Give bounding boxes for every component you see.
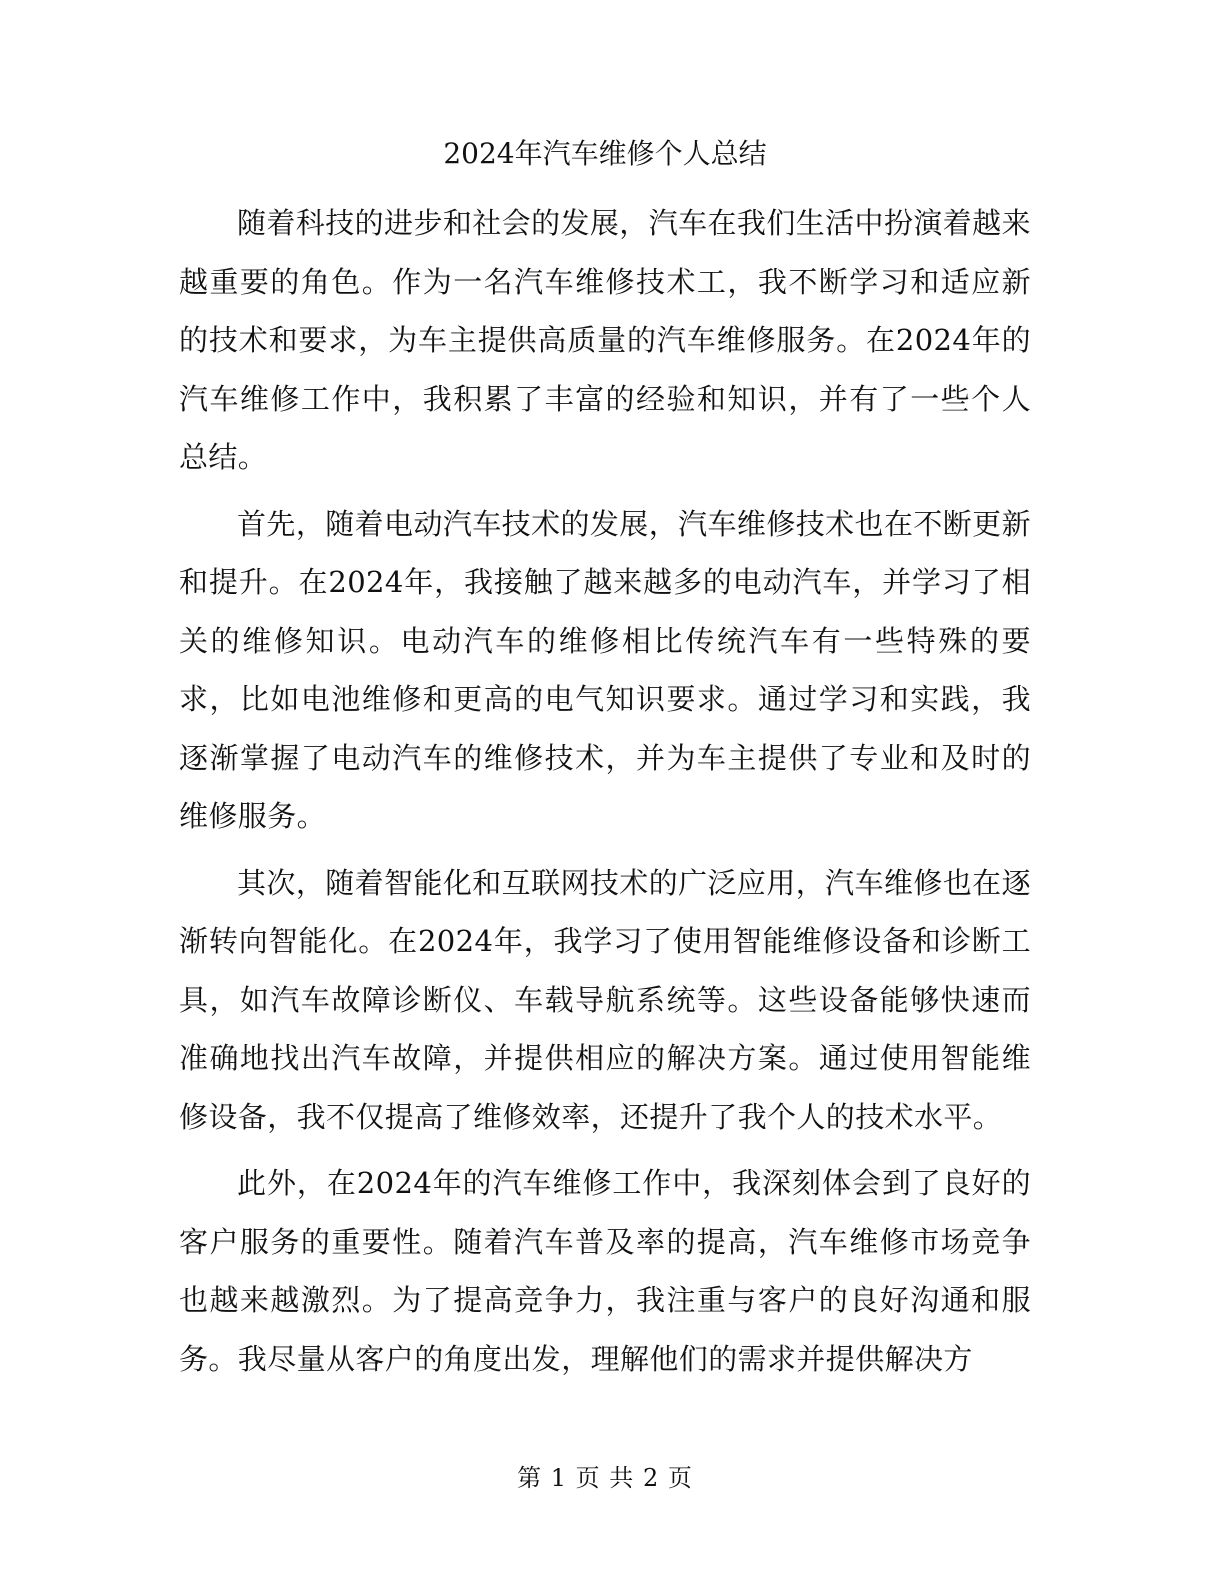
document-body xyxy=(179,194,1031,1396)
paragraph-customer-service: 此外，在2024年的汽车维修工作中，我深刻体会到了良好的客户服务的重要性。随着汽车普及率的提高，汽车维修市场竞争也越来越激烈。为了提高竞争力，我注重与客户的良好沟通和服务。我尽量从客户的角度出发，理解他们的需求并提供解决方 xyxy=(179,1166,1031,1376)
paragraph-intro: 随着科技的进步和社会的发展，汽车在我们生活中扮演着越来越重要的角色。作为一名汽车维修技术工，我不断学习和适应新的技术和要求，为车主提供高质量的汽车维修服务。在2024年的汽车维修工作中，我积累了丰富的经验和知识，并有了一些个人总结。 xyxy=(179,206,1031,474)
paragraph-electric-vehicles: 首先，随着电动汽车技术的发展，汽车维修技术也在不断更新和提升。在2024年，我接触了越来越多的电动汽车，并学习了相关的维修知识。电动汽车的维修相比传统汽车有一些特殊的要求，比如电池维修和更高的电气知识要求。通过学习和实践，我逐渐掌握了电动汽车的维修技术，并为车主提供了专业和及时的维修服务。 xyxy=(179,506,1031,833)
document-title: 2024年汽车维修个人总结 xyxy=(443,137,767,170)
paragraph-smart-tools: 其次，随着智能化和互联网技术的广泛应用，汽车维修也在逐渐转向智能化。在2024年，我学习了使用智能维修设备和诊断工具，如汽车故障诊断仪、车载导航系统等。这些设备能够快速而准确地找出汽车故障，并提供相应的解决方案。通过使用智能维修设备，我不仅提高了维修效率，还提升了我个人的技术水平。 xyxy=(179,865,1031,1134)
page-number-footer: 第 1 页 共 2 页 xyxy=(517,1464,693,1492)
